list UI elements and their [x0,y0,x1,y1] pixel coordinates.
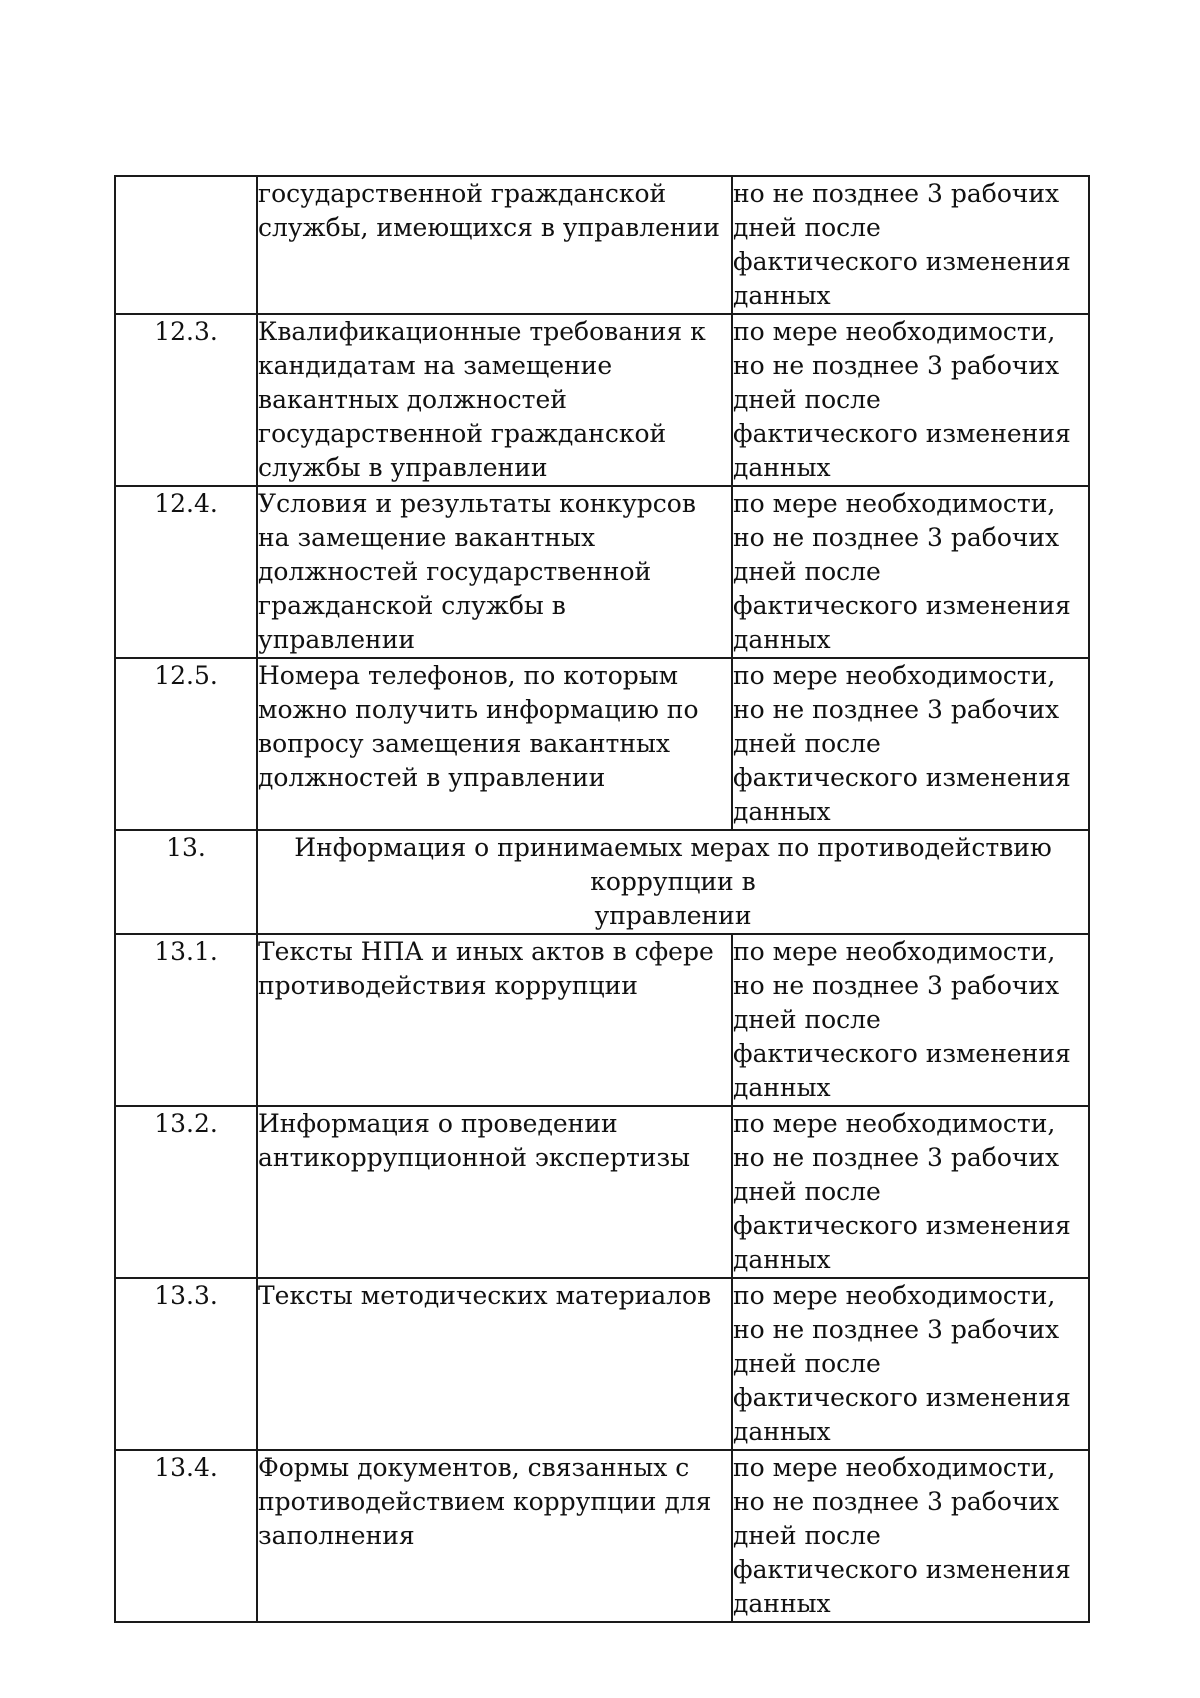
row-description: Формы документов, связанных с противодействием коррупции для заполнения [257,1450,732,1622]
table-row [115,1106,1089,1278]
row-term: по мере необходимости, но не позднее 3 рабочих дней после фактического изменения данных [732,1450,1089,1622]
table-row [115,1450,1089,1622]
table-row [115,314,1089,486]
row-description: Номера телефонов, по которым можно получить информацию по вопросу замещения вакантных должностей в управлении [257,658,732,830]
table-row [115,486,1089,658]
information-table [114,175,1090,1623]
row-term: по мере необходимости, но не позднее 3 рабочих дней после фактического изменения данных [732,486,1089,658]
row-description: Квалификационные требования к кандидатам на замещение вакантных должностей государственной гражданской службы в управлении [257,314,732,486]
row-term: но не позднее 3 рабочих дней после фактического изменения данных [732,176,1089,314]
row-number: 13.4. [115,1450,257,1622]
row-number: 12.5. [115,658,257,830]
table-row [115,658,1089,830]
row-description: Тексты НПА и иных актов в сфере противодействия коррупции [257,934,732,1106]
row-term: по мере необходимости, но не позднее 3 рабочих дней после фактического изменения данных [732,314,1089,486]
row-term: по мере необходимости, но не позднее 3 рабочих дней после фактического изменения данных [732,1278,1089,1450]
row-term: по мере необходимости, но не позднее 3 рабочих дней после фактического изменения данных [732,934,1089,1106]
row-number: 13.3. [115,1278,257,1450]
row-description: Тексты методических материалов [257,1278,732,1450]
row-number: 13.1. [115,934,257,1106]
section-number: 13. [115,830,257,934]
section-header-row [115,830,1089,934]
row-number: 12.4. [115,486,257,658]
row-number [115,176,257,314]
row-description: Информация о проведении антикоррупционной экспертизы [257,1106,732,1278]
row-number: 12.3. [115,314,257,486]
table-row [115,176,1089,314]
row-term: по мере необходимости, но не позднее 3 рабочих дней после фактического изменения данных [732,1106,1089,1278]
row-description: государственной гражданской службы, имеющихся в управлении [257,176,732,314]
row-number: 13.2. [115,1106,257,1278]
row-term: по мере необходимости, но не позднее 3 рабочих дней после фактического изменения данных [732,658,1089,830]
section-title: Информация о принимаемых мерах по противодействию коррупции в управлении [257,830,1089,934]
table-row [115,934,1089,1106]
row-description: Условия и результаты конкурсов на замещение вакантных должностей государственной гражданской службы в управлении [257,486,732,658]
table-row [115,1278,1089,1450]
